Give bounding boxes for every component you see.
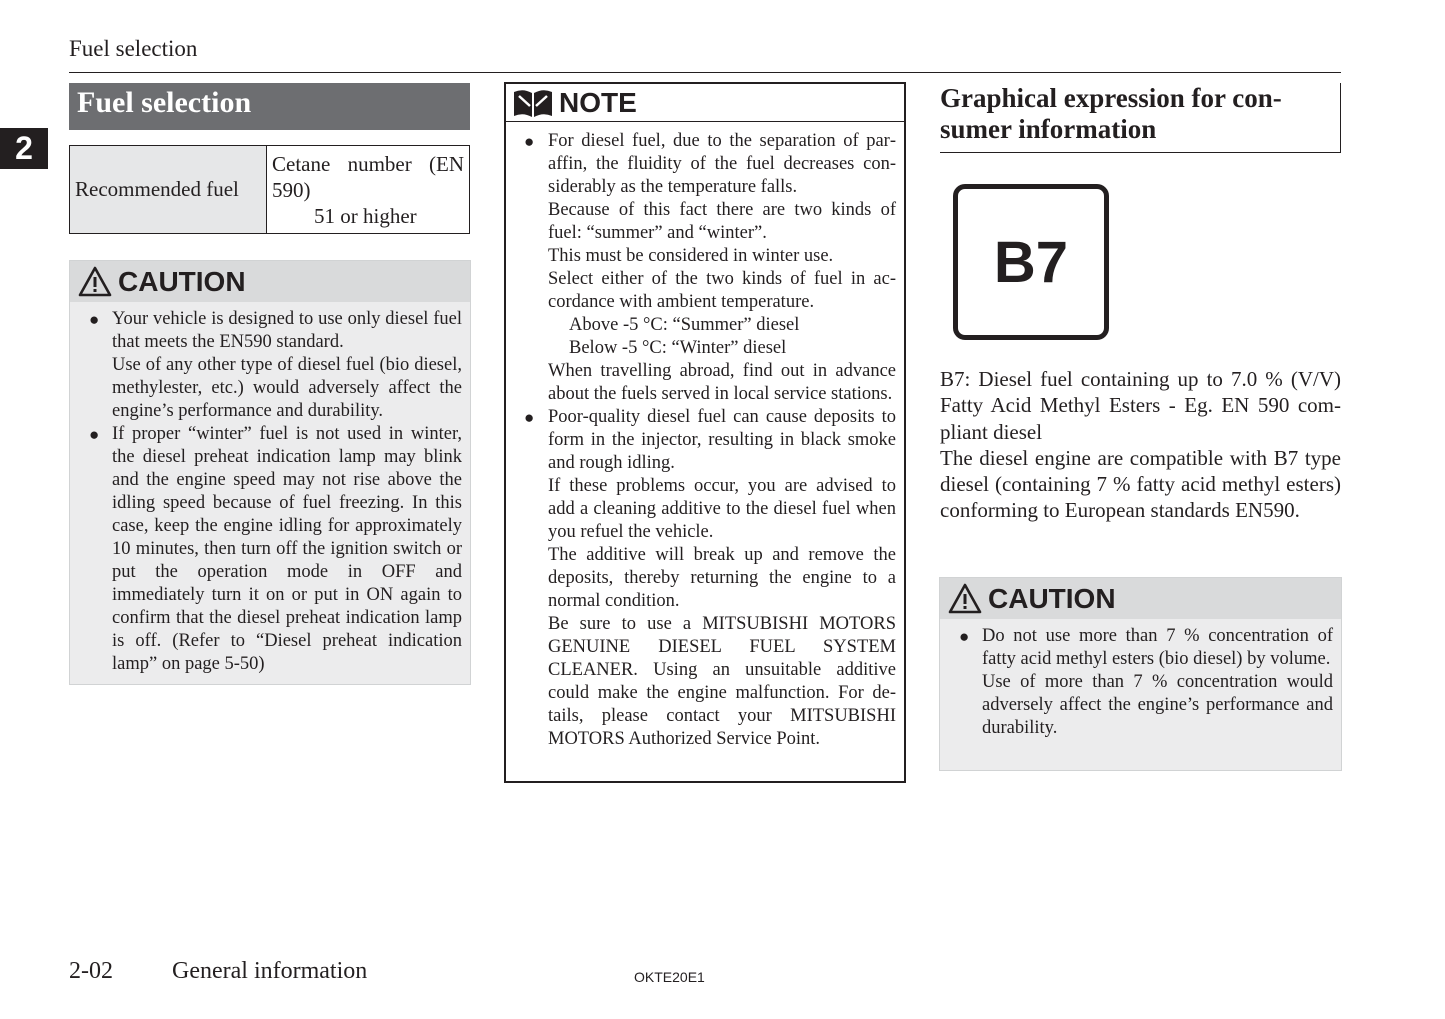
paragraph: When travelling abroad, find out in advance about the fuels served in local service stations. — [548, 361, 896, 404]
paragraph: If proper “winter” fuel is not used in winter, the diesel preheat indication lamp may blink and the engine speed may not rise above the idling speed because of fuel freezing. In this case, keep the engine idling for approximately 10 minutes, then turn off the ignition switch or put the operation mode in OFF and immediately turn it on or put in ON again to confirm that the diesel preheat indication lamp is off. (Refer to “Diesel preheat indication lamp” on page 5-50) — [112, 424, 462, 674]
value-word: number — [347, 151, 412, 176]
caution-heading: CAUTION — [988, 582, 1116, 614]
bullet-icon: ● — [524, 408, 535, 427]
section-title: Fuel selection — [69, 83, 470, 130]
list-item — [506, 130, 896, 406]
paragraph: The diesel engine are compatible with B7 type diesel (containing 7 % fatty acid methyl esters) conforming to European standards EN590. — [940, 445, 1341, 523]
paragraph: Because of this fact there are two kinds of fuel: “summer” and “winter”. — [548, 200, 896, 243]
document-code: OKTE20E1 — [634, 969, 705, 985]
paragraph: Be sure to use a MITSUBISHI MOTORS GENUINE DIESEL FUEL SYSTEM CLEANER. Using an unsuitable additive could make the engine malfunction. For details, please contact your MITSUBISHI MOTORS Authorized Service Point. — [548, 614, 896, 749]
footer-section-title: General information — [172, 958, 368, 984]
open-book-icon — [513, 88, 553, 118]
list-item — [940, 625, 1333, 740]
list-item — [506, 406, 896, 751]
note-header — [506, 84, 904, 122]
bullet-icon: ● — [89, 310, 100, 329]
fuel-table-label: Recommended fuel — [70, 146, 267, 234]
page-number: 2-02 — [69, 958, 113, 984]
value-line3: 51 or higher — [314, 203, 417, 228]
value-word: (EN — [429, 151, 464, 176]
value-line2: 590) — [272, 177, 311, 202]
value-word: Cetane — [272, 151, 331, 176]
paragraph: Poor-quality diesel fuel can cause deposits to form in the injector, resulting in black smoke and rough idling. — [548, 407, 896, 473]
paragraph: Below -5 °C: “Winter” diesel — [569, 338, 787, 358]
list-item — [70, 308, 462, 423]
fuel-table-value — [267, 146, 470, 234]
b7-description — [940, 366, 1341, 524]
bullet-icon: ● — [959, 627, 970, 646]
paragraph: Do not use more than 7 % concentration of fatty acid methyl esters (bio diesel) by volume. — [982, 626, 1333, 669]
header-rule — [69, 72, 1341, 73]
caution-heading: CAUTION — [118, 265, 246, 297]
list-item — [70, 423, 462, 676]
warning-triangle-icon — [948, 583, 982, 614]
caution-header — [940, 578, 1341, 619]
paragraph: Use of more than 7 % concentration would adversely affect the engine’s performance and durability. — [982, 672, 1333, 738]
paragraph: If these problems occur, you are advised to add a cleaning additive to the diesel fuel when you refuel the vehicle. — [548, 476, 896, 542]
note-box — [504, 82, 906, 783]
paragraph: B7: Diesel fuel containing up to 7.0 % (V/V) Fatty Acid Methyl Esters - Eg. EN 590 compliant diesel — [940, 367, 1341, 444]
note-heading: NOTE — [559, 86, 637, 118]
paragraph: The additive will break up and remove the deposits, thereby returning the engine to a normal condition. — [548, 545, 896, 611]
paragraph: This must be considered in winter use. — [548, 246, 834, 266]
graphical-expression-heading: Graphical expression for consumer information — [940, 83, 1341, 153]
running-header: Fuel selection — [69, 36, 198, 61]
warning-triangle-icon — [78, 266, 112, 297]
fuel-table — [69, 145, 470, 234]
b7-label-text: B7 — [993, 229, 1069, 295]
paragraph: Use of any other type of diesel fuel (bio diesel, methylester, etc.) would adversely affect the engine’s performance and durability. — [112, 355, 462, 421]
b7-fuel-label — [953, 184, 1109, 340]
bullet-icon: ● — [524, 132, 535, 151]
paragraph: Above -5 °C: “Summer” diesel — [569, 315, 800, 335]
chapter-tab: 2 — [0, 128, 48, 169]
paragraph: Your vehicle is designed to use only diesel fuel that meets the EN590 standard. — [112, 309, 462, 352]
bullet-icon: ● — [89, 425, 100, 444]
paragraph: Select either of the two kinds of fuel in accordance with ambient temperature. — [548, 269, 896, 312]
caution-header — [70, 261, 470, 302]
caution-box — [939, 577, 1342, 771]
caution-box — [69, 260, 471, 685]
paragraph: For diesel fuel, due to the separation of paraffin, the fluidity of the fuel decreases considerably as the temperature falls. — [548, 131, 896, 197]
